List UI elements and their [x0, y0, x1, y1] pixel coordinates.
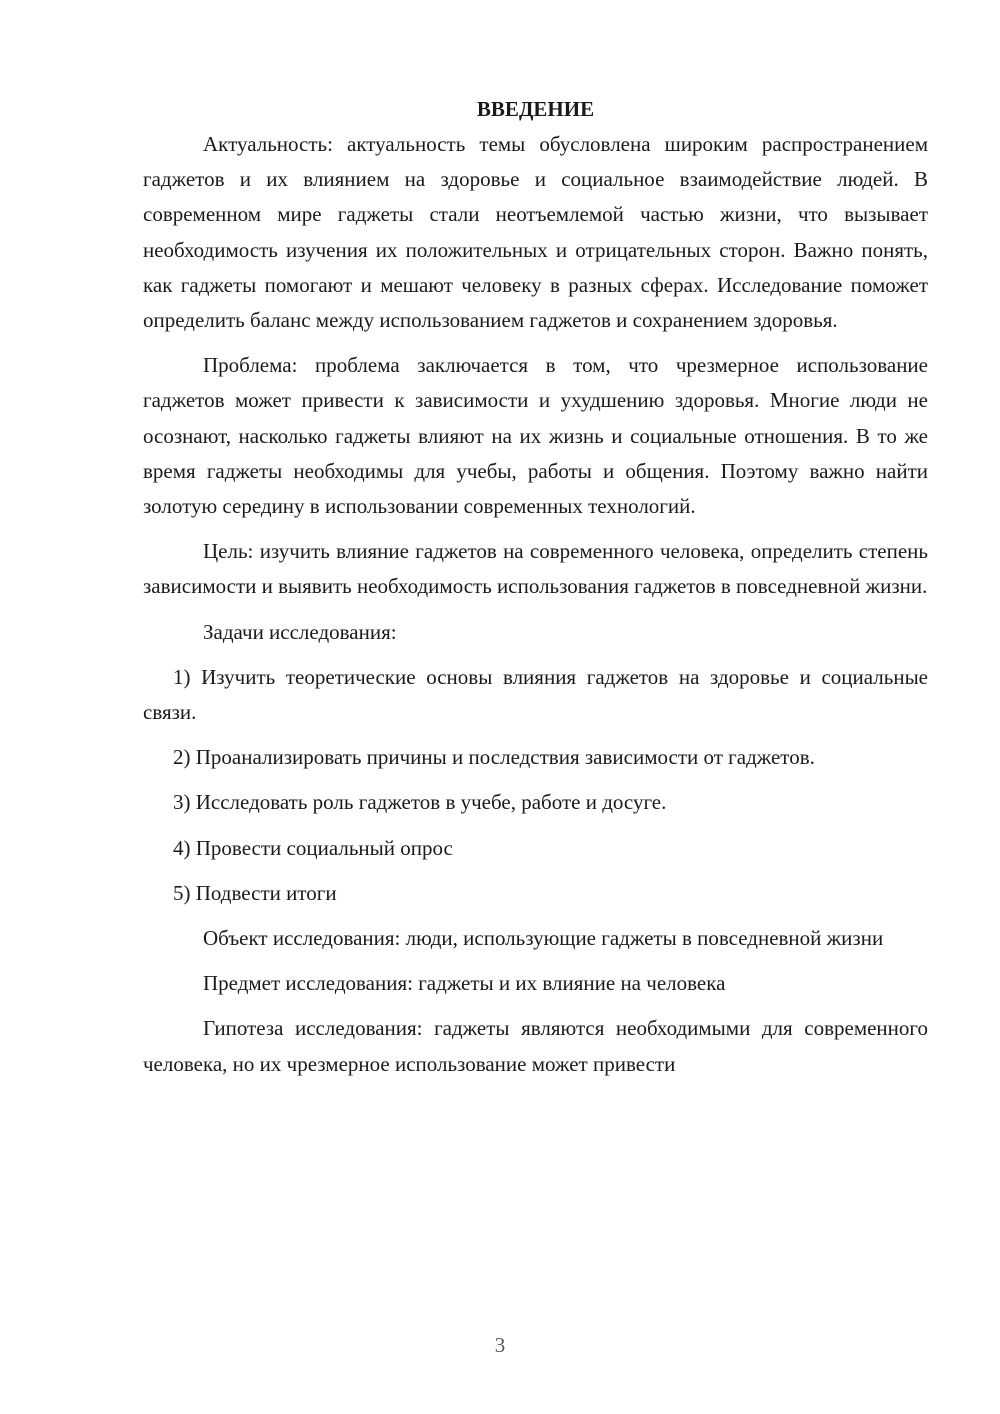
document-body [143, 92, 928, 1092]
task-item-3: 3) Исследовать роль гаджетов в учебе, работе и досуге. [173, 790, 667, 815]
paragraph-goal: Цель: изучить влияние гаджетов на современного человека, определить степень зависимости и выявить необходимость использования гаджетов в повседневной жизни. [143, 539, 928, 599]
paragraph-relevance: Актуальность: актуальность темы обусловлена широким распространением гаджетов и их влиянием на здоровье и социальное взаимодействие людей. В современном мире гаджеты стали неотъемлемой частью жизни, что вызывает необходимость изучения их положительных и отрицательных сторон. Важно понять, как гаджеты помогают и мешают человеку в разных сферах. Исследование поможет определить баланс между использованием гаджетов и сохранением здоровья. [143, 132, 928, 333]
task-item-5: 5) Подвести итоги [173, 880, 337, 905]
paragraph-object: Объект исследования: люди, использующие гаджеты в повседневной жизни [203, 926, 884, 951]
task-item-1: 1) Изучить теоретические основы влияния гаджетов на здоровье и социальные связи. [143, 664, 928, 725]
paragraph-tasks-title: Задачи исследования: [203, 619, 397, 644]
task-item-4: 4) Провести социальный опрос [173, 835, 453, 860]
paragraph-problem: Проблема: проблема заключается в том, что чрезмерное использование гаджетов может привести к зависимости и ухудшению здоровья. Многие люди не осознают, насколько гаджеты влияют на их жизнь и социальные отношения. В то же время гаджеты необходимы для учебы, работы и общения. Поэтому важно найти золотую середину в использовании современных технологий. [143, 353, 928, 519]
task-item-2: 2) Проанализировать причины и последствия зависимости от гаджетов. [173, 745, 815, 770]
paragraph-subject: Предмет исследования: гаджеты и их влияние на человека [203, 971, 726, 996]
paragraph-hypothesis: Гипотеза исследования: гаджеты являются необходимыми для современного человека, но их чрезмерное использование может привести [143, 1016, 928, 1076]
page-number: 3 [494, 1333, 506, 1357]
section-heading: ВВЕДЕНИЕ [476, 97, 595, 121]
